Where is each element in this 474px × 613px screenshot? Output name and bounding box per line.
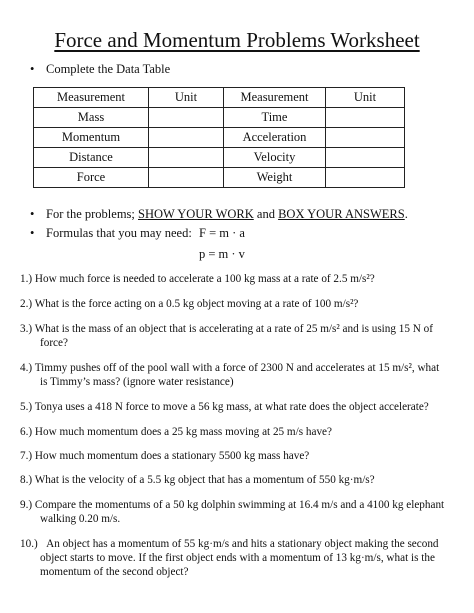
table-cell: Mass [34, 108, 149, 128]
table-cell: Time [224, 108, 326, 128]
bullet-data-table [30, 62, 170, 77]
table-cell: Distance [34, 148, 149, 168]
table-header-row [34, 88, 405, 108]
box-answers-text: BOX YOUR ANSWERS [278, 207, 405, 221]
bullet-formulas: • Formulas that you may need: [30, 226, 192, 240]
table-cell-input[interactable] [149, 128, 224, 148]
question-item: 1.) How much force is needed to accelerate a 100 kg mass at a rate of 2.5 m/s²? [20, 273, 375, 285]
table-row [34, 168, 405, 188]
table-header-cell: Measurement [34, 88, 149, 108]
bullet-icon: • [30, 207, 35, 221]
formula-force: F = m · a [199, 226, 245, 240]
table-cell-input[interactable] [326, 148, 405, 168]
page-title: Force and Momentum Problems Worksheet [54, 28, 420, 52]
question-item: 10.) An object has a momentum of 55 kg·m/s and hits a stationary object making the second object starts to move. If the first object ends with a momentum of 13 kg·m/s, what is the momentum of the second object? [20, 538, 439, 578]
question-item: 9.) Compare the momentums of a 50 kg dolphin swimming at 16.4 m/s and a 4100 kg elephant walking 0.20 m/s. [20, 499, 445, 525]
table-cell-input[interactable] [326, 108, 405, 128]
formula-momentum: p = m · v [199, 247, 245, 261]
bullet-problems: • For the problems; SHOW YOUR WORK and BOX YOUR ANSWERS. [30, 207, 408, 221]
table-cell: Force [34, 168, 149, 188]
table-cell: Velocity [224, 148, 326, 168]
question-item: 4.) Timmy pushes off of the pool wall with a force of 2300 N and accelerates at 15 m/s², what is Timmy’s mass? (ignore water resistance) [20, 362, 440, 388]
table-cell-input[interactable] [326, 128, 405, 148]
table-cell-input[interactable] [149, 168, 224, 188]
question-item: 3.) What is the mass of an object that is accelerating at a rate of 25 m/s² and is using 15 N of force? [20, 323, 433, 349]
show-work-text: SHOW YOUR WORK [138, 207, 254, 221]
bullet-icon: • [30, 226, 35, 240]
question-item: 7.) How much momentum does a stationary 5500 kg mass have? [20, 450, 310, 462]
table-cell: Momentum [34, 128, 149, 148]
table-row [34, 148, 405, 168]
question-item: 8.) What is the velocity of a 5.5 kg object that has a momentum of 550 kg·m/s? [20, 474, 375, 486]
table-header-cell: Unit [149, 88, 224, 108]
question-item: 6.) How much momentum does a 25 kg mass moving at 25 m/s have? [20, 426, 332, 438]
table-header-cell: Unit [326, 88, 405, 108]
table-cell-input[interactable] [326, 168, 405, 188]
table-cell: Weight [224, 168, 326, 188]
data-table [33, 87, 405, 188]
table-row [34, 128, 405, 148]
bullet-icon: • [30, 62, 35, 76]
table-header-cell: Measurement [224, 88, 326, 108]
table-cell-input[interactable] [149, 108, 224, 128]
table-cell: Acceleration [224, 128, 326, 148]
table-cell-input[interactable] [149, 148, 224, 168]
bullet-data-table-text: Complete the Data Table [46, 62, 171, 76]
question-item: 2.) What is the force acting on a 0.5 kg object moving at a rate of 100 m/s²? [20, 298, 359, 310]
table-row [34, 108, 405, 128]
question-item: 5.) Tonya uses a 418 N force to move a 56 kg mass, at what rate does the object accelerate? [20, 401, 429, 413]
